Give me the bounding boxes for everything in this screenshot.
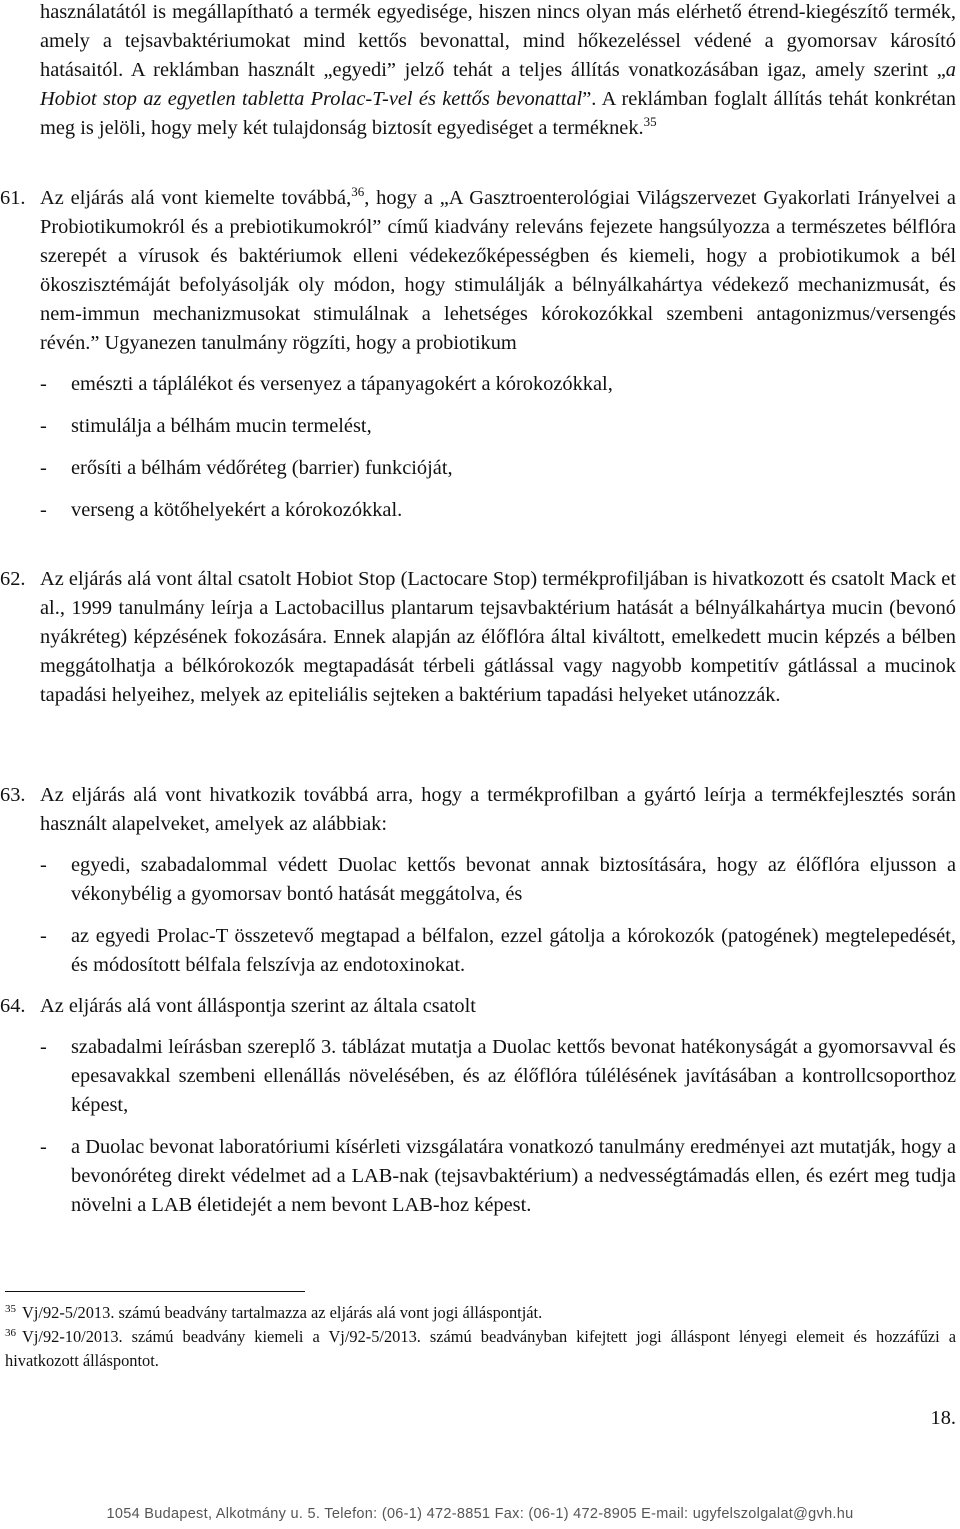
list-item: - erősíti a bélhám védőréteg (barrier) funkcióját, bbox=[40, 457, 453, 479]
list-item: - verseng a kötőhelyekért a kórokozókkal. bbox=[40, 499, 403, 521]
list-item: - az egyedi Prolac-T összetevő megtapad a bélfalon, ezzel gátolja a kórokozók (patogének) megtelepedését, és módosított bélfala felszívja az endotoxinokat. bbox=[40, 925, 956, 976]
list-item: - a Duolac bevonat laboratóriumi kísérleti vizsgálatára vonatkozó tanulmány eredményei azt mutatják, hogy a bevonóréteg direkt védelmet ad a LAB-nak (tejsavbaktérium) a nedvességtámadás ellen, és ezért meg tudja növelni a LAB életidejét a nem bevont LAB-hoz képest. bbox=[40, 1136, 956, 1216]
paragraph-62 bbox=[0, 565, 956, 710]
paragraph-number: 63. bbox=[0, 784, 26, 806]
list-item: - emészti a táplálékot és versenyez a tápanyagokért a kórokozókkal, bbox=[40, 373, 613, 395]
footnote-35: $^{35}$ Vj/92-5/2013. számú beadvány tartalmazza az eljárás alá vont jogi álláspontját. bbox=[5, 1302, 543, 1322]
list-item: - szabadalmi leírásban szereplő 3. táblázat mutatja a Duolac kettős bevonat hatékonyságát a gyomorsavval és epesavakkal szembeni ellenállás növelésében, és az élőflóra túlélésének javításában a kontrollcsoporthoz képest, bbox=[40, 1036, 956, 1116]
continuation-text-2: ”. A reklámban foglalt állítás tehát konkrétan meg is jelöli, hogy mely két tulajdonság biztosít egyediséget a terméknek. bbox=[40, 88, 957, 139]
paragraph-63-list bbox=[40, 851, 956, 980]
footnote-ref-35[interactable]: 35 bbox=[643, 114, 657, 130]
paragraph-continuation bbox=[40, 0, 956, 143]
paragraph-61-text-2: , hogy a „A Gasztroenterológiai Világszervezet Gyakorlati Irányelvei a Probiotikumokról és a prebiotikumokról” című kiadvány releváns fejezete hangsúlyozza a természetes bélflóra szerepét a vírusok és baktériumok elleni védekezőképességben és kiemeli, hogy a probiotikumok a bél ökoszisztémáját befolyásolják oly módon, hogy stimulálják a bélnyálkahártya védekező mechanizmusát, és nem-immun mechanizmusokat stimulálnak a lehetséges kórokozókkal szembeni antagonizmus/versengés révén.” Ugyanezen tanulmány rögzíti, hogy a probiotikum bbox=[40, 187, 956, 354]
page-number: 18. bbox=[930, 1407, 956, 1429]
paragraph-61 bbox=[0, 184, 956, 525]
page-footer-contact: 1054 Budapest, Alkotmány u. 5. Telefon: (06-1) 472-8851 Fax: (06-1) 472-8905 E-mail: ugyfelszolgalat@gvh.hu bbox=[106, 1506, 854, 1522]
continuation-text-1: használatától is megállapítható a termék egyedisége, hiszen nincs olyan más elérhető étrend-kiegészítő termék, amely a tejsavbaktériumokat mind kettős bevonattal, mind hőkezeléssel védené a gyomorsav károsító hatásaitól. A reklámban használt „egyedi” jelző tehát a teljes állítás vonatkozásában igaz, amely szerint „ bbox=[40, 1, 956, 81]
list-item: - stimulálja a bélhám mucin termelést, bbox=[40, 415, 372, 437]
paragraph-64-text: Az eljárás alá vont álláspontja szerint az általa csatolt bbox=[40, 995, 476, 1017]
continuation-italic-quote: a Hobiot stop az egyetlen tabletta Prolac-T-vel és kettős bevonattal bbox=[40, 59, 956, 110]
paragraph-61-list bbox=[40, 370, 956, 525]
paragraph-64-list bbox=[40, 1033, 956, 1220]
paragraph-number: 61. bbox=[0, 187, 26, 209]
paragraph-64 bbox=[0, 992, 956, 1220]
paragraph-number: 62. bbox=[0, 568, 26, 590]
paragraph-62-text: Az eljárás alá vont által csatolt Hobiot Stop (Lactocare Stop) termékprofiljában is hivatkozott és csatolt Mack et al., 1999 tanulmány leírja a Lactobacillus plantarum tejsavbaktérium hatását a bélnyálkahártya mucin (bevonó nyákréteg) képzésének fokozására. Ennek alapján az élőflóra által kiváltott, emelkedett mucin képzés a bélben meggátolhatja a bélkórokozók megtapadását térbeli gátlással vagy nagyobb kompetitív gátlással a mucinok tapadási helyeihez, melyek az epiteliális sejteken a baktérium tapadási helyeket utánozzák. bbox=[40, 568, 956, 706]
paragraph-63 bbox=[0, 781, 956, 980]
list-item: - egyedi, szabadalommal védett Duolac kettős bevonat annak biztosítására, hogy az élőflóra eljusson a vékonybélig a gyomorsav bontó hatását meggátolva, és bbox=[40, 854, 956, 905]
paragraph-number: 64. bbox=[0, 995, 26, 1017]
footnote-separator bbox=[5, 1291, 305, 1292]
paragraph-63-text: Az eljárás alá vont hivatkozik továbbá arra, hogy a termékprofilban a gyártó leírja a termékfejlesztés során használt alapelveket, amelyek az alábbiak: bbox=[40, 784, 956, 835]
footnote-36: $^{36}$ Vj/92-10/2013. számú beadvány kiemeli a Vj/92-5/2013. számú beadványban kifejtett jogi álláspont lényegi elemeit és hozzáfűzi a hivatkozott álláspontot. bbox=[5, 1326, 956, 1370]
footnotes bbox=[5, 1301, 956, 1373]
paragraph-61-text-1: Az eljárás alá vont kiemelte továbbá, bbox=[40, 187, 352, 209]
footnote-ref-36[interactable]: 36 bbox=[351, 184, 365, 200]
